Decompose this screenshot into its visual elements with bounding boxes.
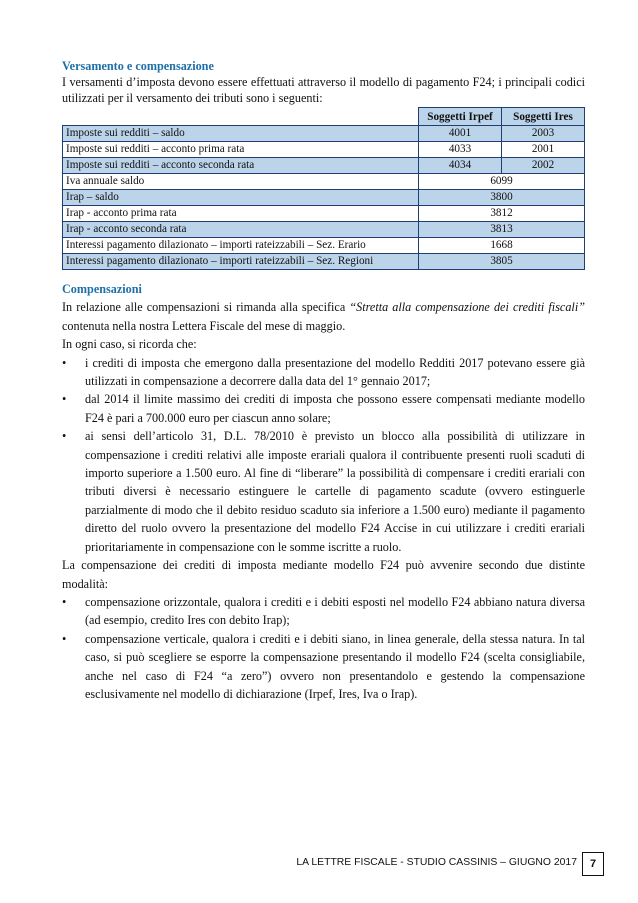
paragraph-text: contenuta nella nostra Lettera Fiscale del mese di maggio.: [62, 318, 346, 333]
paragraph-text: In relazione alle compensazioni si rimanda alla specifica: [62, 300, 350, 315]
row-label: Imposte sui redditi – saldo: [63, 126, 419, 142]
table-header-empty: [63, 108, 419, 126]
table-row: [63, 254, 585, 270]
row-label: Irap - acconto seconda rata: [63, 222, 419, 238]
section-title-compensazioni: Compensazioni: [62, 282, 142, 296]
row-label: Interessi pagamento dilazionato – importi rateizzabili – Sez. Erario: [63, 238, 419, 254]
table-row: [63, 126, 585, 142]
table-row: [63, 190, 585, 206]
bullet-icon: •: [62, 355, 67, 370]
irpef-code: 4033: [419, 142, 502, 158]
reminder-list: [62, 354, 585, 556]
modalita-list: [62, 593, 585, 703]
list-item: • i crediti di imposta che emergono dalla presentazione del modello Redditi 2017 potevano essere già utilizzati in compensazione a decorrere dalla data del 1° gennaio 2017;: [62, 355, 585, 389]
tax-code: 1668: [419, 238, 585, 254]
row-label: Irap – saldo: [63, 190, 419, 206]
footer-text: LA LETTRE FISCALE - STUDIO CASSINIS – GIUGNO 2017: [296, 857, 577, 868]
table-row: [63, 222, 585, 238]
tax-code: 3812: [419, 206, 585, 222]
irpef-code: 4001: [419, 126, 502, 142]
bullet-icon: •: [62, 429, 67, 444]
ires-code: 2001: [502, 142, 585, 158]
list-item: • ai sensi dell’articolo 31, D.L. 78/2010 è previsto un blocco alla possibilità di utilizzare in compensazione i crediti relativi alle imposte erariali qualora il contribuente presenti ruoli scaduti di importo superiore a 1.500 euro. Al fine di “liberare” la possibilità di compensare i crediti erariali con tributi diversi è necessario estinguere le cartelle di pagamento scadute (ovvero estinguerle parzialmente di modo che il debito residuo scaduto sia inferiore a 1.500 euro) mediante il pagamento diretto del ruolo ovvero la presentazione del modello F24 Accise in cui utilizzare i crediti erariali prioritariamente in compensazione con le somme iscritte a ruolo.: [62, 429, 585, 554]
row-label: Interessi pagamento dilazionato – importi rateizzabili – Sez. Regioni: [63, 254, 419, 270]
italic-reference: “Stretta alla compensazione dei crediti fiscali”: [349, 300, 585, 315]
tax-code: 3805: [419, 254, 585, 270]
modalita-paragraph: La compensazione dei crediti di imposta mediante modello F24 può avvenire secondo due distinte modalità:: [62, 558, 585, 591]
header-soggetti-irpef: Soggetti Irpef: [419, 108, 502, 126]
row-label: Imposte sui redditi – acconto seconda rata: [63, 158, 419, 174]
page-number: 7: [582, 852, 604, 876]
header-soggetti-ires: Soggetti Ires: [502, 108, 585, 126]
tax-code: 6099: [419, 174, 585, 190]
bullet-icon: •: [62, 392, 67, 407]
table-row: [63, 174, 585, 190]
irpef-code: 4034: [419, 158, 502, 174]
ires-code: 2003: [502, 126, 585, 142]
table-row: [63, 158, 585, 174]
tax-code: 3800: [419, 190, 585, 206]
page-footer: [0, 852, 638, 878]
reminder-paragraph: In ogni caso, si ricorda che:: [62, 337, 197, 352]
tax-code: 3813: [419, 222, 585, 238]
bullet-icon: •: [62, 594, 67, 609]
row-label: Imposte sui redditi – acconto prima rata: [63, 142, 419, 158]
row-label: Iva annuale saldo: [63, 174, 419, 190]
row-label: Irap - acconto prima rata: [63, 206, 419, 222]
intro-paragraph: I versamenti d’imposta devono essere effettuati attraverso il modello di pagamento F24; i principali codici utilizzati per il versamento dei tributi sono i seguenti:: [62, 75, 585, 105]
ires-code: 2002: [502, 158, 585, 174]
list-item: • compensazione verticale, qualora i crediti e i debiti siano, in linea generale, della stessa natura. In tal caso, si può scegliere se esporre la compensazione presentando il modello F24 (scelta consigliabile, anche nel caso di F24 “a zero”) ovvero non presentandolo e gestendo la compensazione esclusivamente nel modello di dichiarazione (Irpef, Ires, Iva o Irap).: [62, 631, 585, 701]
document-page: [62, 58, 585, 703]
table-row: [63, 238, 585, 254]
table-header-row: [63, 108, 585, 126]
section-title-versamento: Versamento e compensazione: [62, 59, 214, 73]
table-row: [63, 206, 585, 222]
list-item: • dal 2014 il limite massimo dei crediti di imposta che possono essere compensati mediante modello F24 è pari a 700.000 euro per ciascun anno solare;: [62, 392, 585, 425]
bullet-icon: •: [62, 631, 67, 646]
compensazioni-paragraph: [62, 298, 585, 335]
list-item: • compensazione orizzontale, qualora i crediti e i debiti esposti nel modello F24 abbiano natura diversa (ad esempio, credito Ires con debito Irap);: [62, 594, 585, 628]
table-row: [63, 142, 585, 158]
tax-codes-table: [62, 107, 585, 270]
